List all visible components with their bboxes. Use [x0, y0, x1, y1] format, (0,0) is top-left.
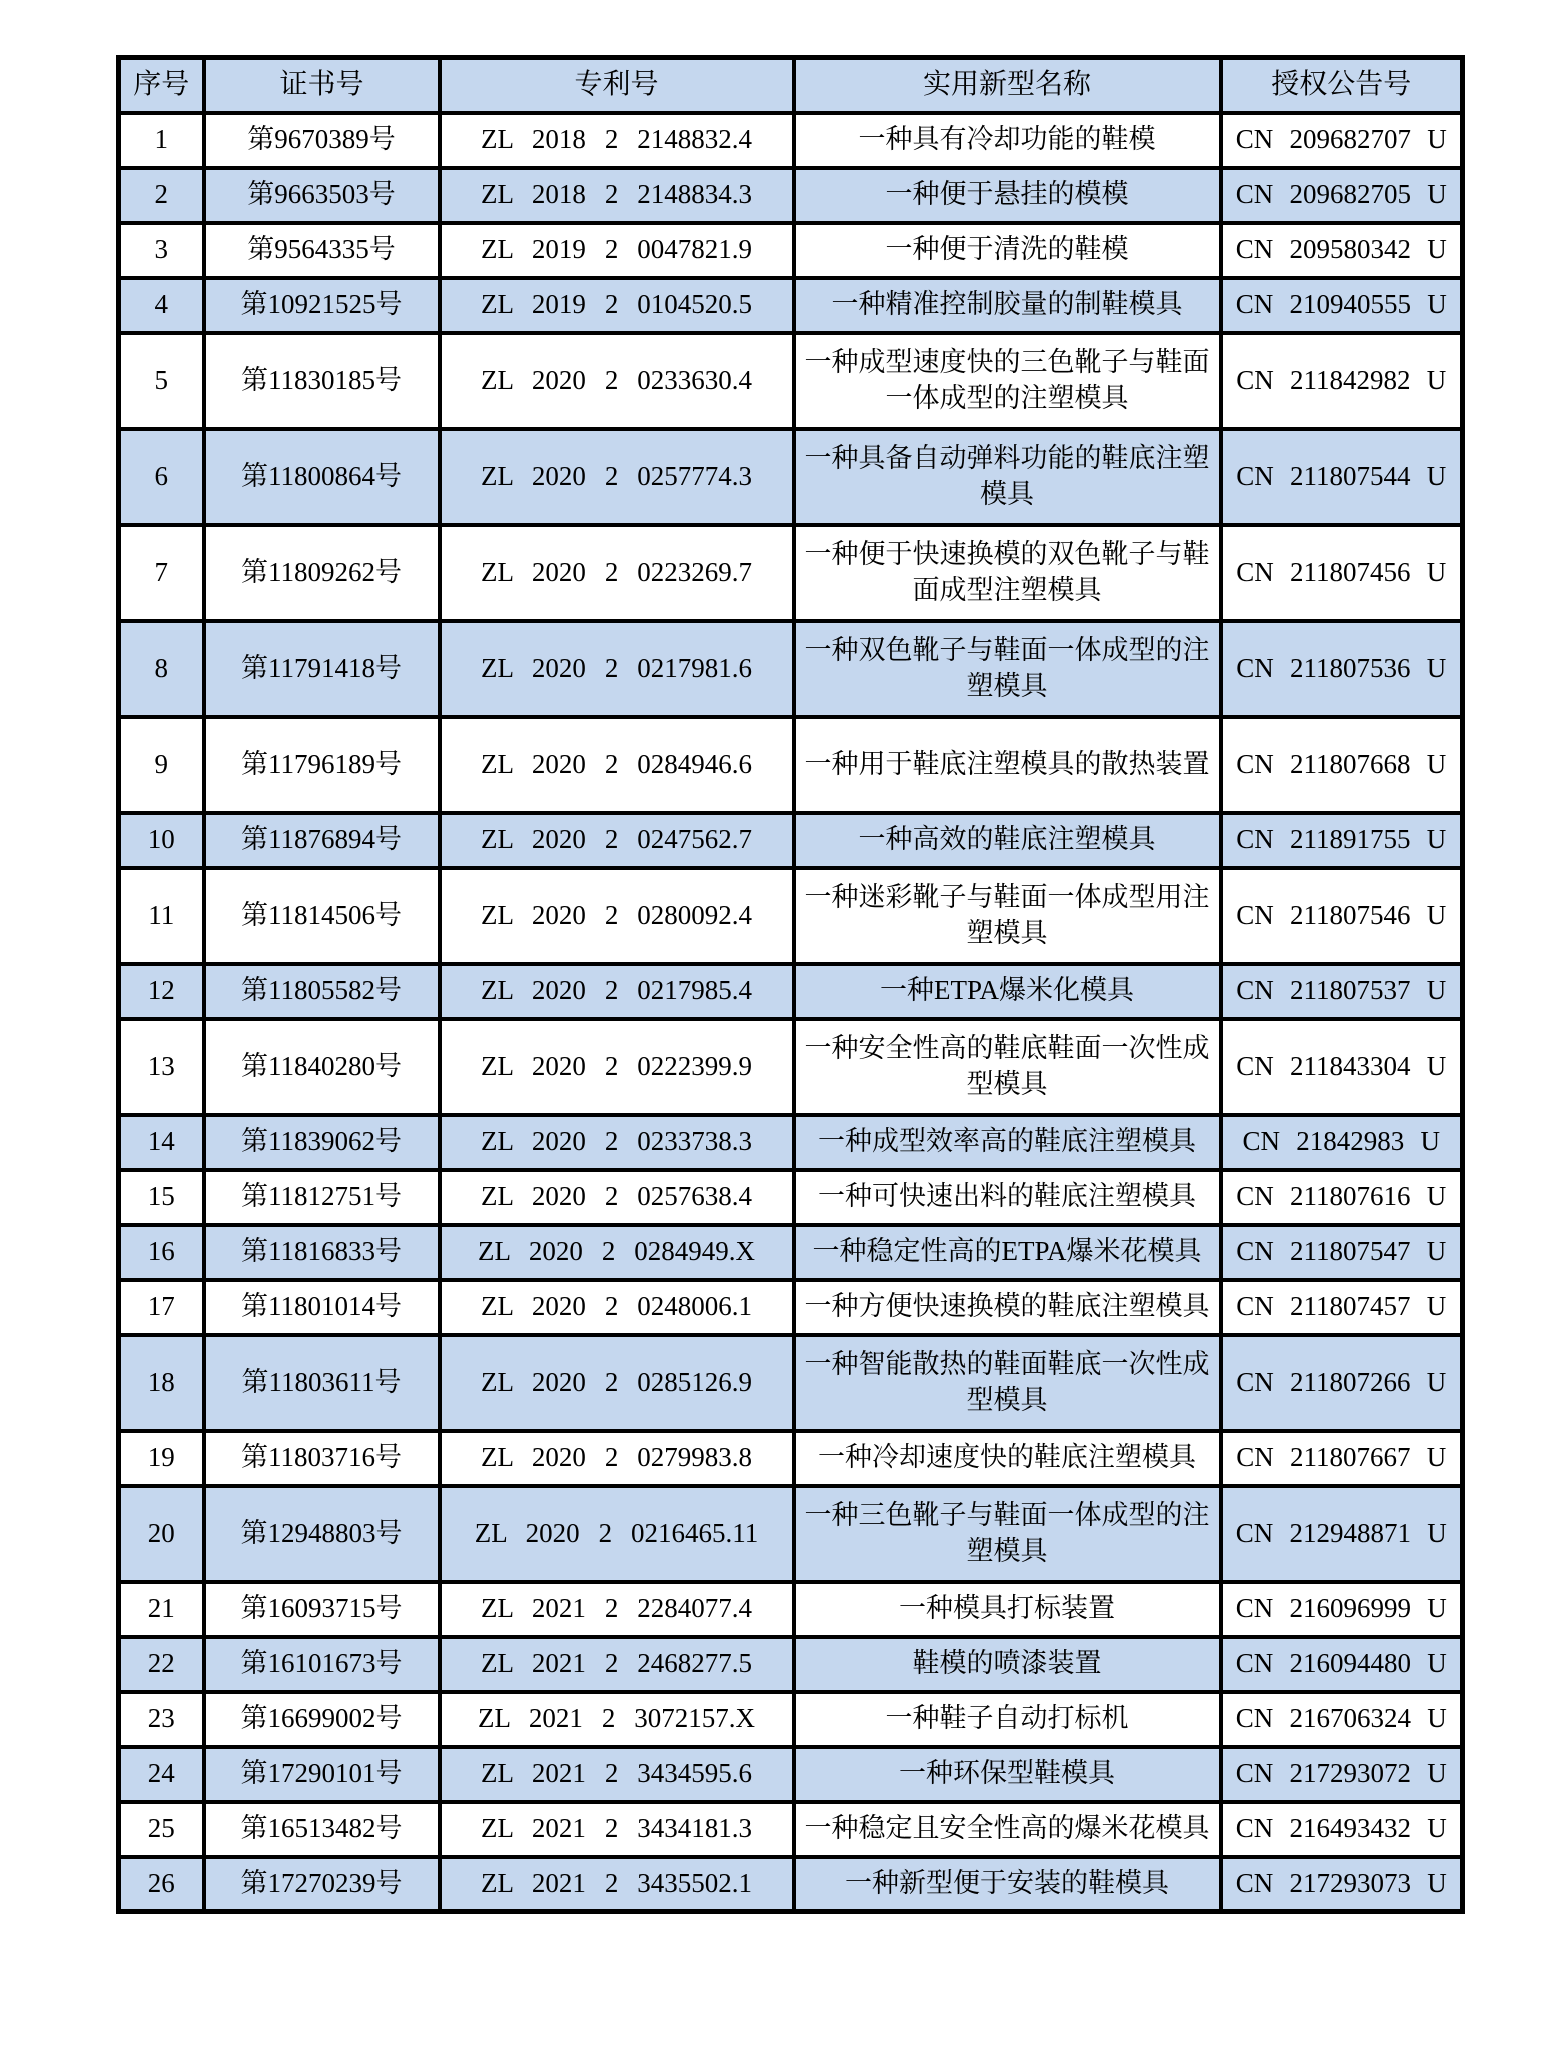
cell-patent-no: ZL 2021 2 3434181.3	[440, 1802, 794, 1857]
table-body	[119, 113, 1463, 1912]
cell-index: 18	[119, 1335, 204, 1431]
cell-utility-model-name: 一种稳定性高的ETPA爆米花模具	[794, 1225, 1221, 1280]
cell-utility-model-name: 一种ETPA爆米化模具	[794, 964, 1221, 1019]
cell-utility-model-name: 一种稳定且安全性高的爆米花模具	[794, 1802, 1221, 1857]
cell-utility-model-name: 一种便于悬挂的模模	[794, 168, 1221, 223]
cell-utility-model-name: 一种成型速度快的三色靴子与鞋面一体成型的注塑模具	[794, 333, 1221, 429]
cell-utility-model-name: 一种模具打标装置	[794, 1582, 1221, 1637]
table-row	[119, 1637, 1463, 1692]
table-row	[119, 168, 1463, 223]
cell-utility-model-name: 一种双色靴子与鞋面一体成型的注塑模具	[794, 621, 1221, 717]
table-row	[119, 1170, 1463, 1225]
cell-certificate-no: 第9564335号	[204, 223, 440, 278]
cell-utility-model-name: 一种环保型鞋模具	[794, 1747, 1221, 1802]
table-row	[119, 333, 1463, 429]
cell-certificate-no: 第11801014号	[204, 1280, 440, 1335]
cell-grant-publication-no: CN 21842983 U	[1221, 1115, 1463, 1170]
cell-index: 22	[119, 1637, 204, 1692]
cell-index: 26	[119, 1857, 204, 1912]
cell-certificate-no: 第11800864号	[204, 429, 440, 525]
cell-grant-publication-no: CN 209580342 U	[1221, 223, 1463, 278]
table-row	[119, 868, 1463, 964]
cell-certificate-no: 第16101673号	[204, 1637, 440, 1692]
cell-utility-model-name: 一种具有冷却功能的鞋模	[794, 113, 1221, 168]
cell-index: 10	[119, 813, 204, 868]
cell-grant-publication-no: CN 211807667 U	[1221, 1431, 1463, 1486]
cell-patent-no: ZL 2020 2 0257774.3	[440, 429, 794, 525]
cell-certificate-no: 第10921525号	[204, 278, 440, 333]
cell-grant-publication-no: CN 216706324 U	[1221, 1692, 1463, 1747]
cell-index: 24	[119, 1747, 204, 1802]
cell-grant-publication-no: CN 211807616 U	[1221, 1170, 1463, 1225]
header-row	[119, 58, 1463, 113]
cell-index: 11	[119, 868, 204, 964]
cell-index: 6	[119, 429, 204, 525]
cell-index: 23	[119, 1692, 204, 1747]
cell-grant-publication-no: CN 216096999 U	[1221, 1582, 1463, 1637]
cell-index: 17	[119, 1280, 204, 1335]
header-cell-grant-publication-no: 授权公告号	[1221, 58, 1463, 113]
cell-certificate-no: 第11805582号	[204, 964, 440, 1019]
cell-grant-publication-no: CN 217293072 U	[1221, 1747, 1463, 1802]
table-row	[119, 964, 1463, 1019]
cell-patent-no: ZL 2018 2 2148834.3	[440, 168, 794, 223]
table-row	[119, 1802, 1463, 1857]
cell-index: 13	[119, 1019, 204, 1115]
cell-grant-publication-no: CN 211807547 U	[1221, 1225, 1463, 1280]
cell-certificate-no: 第9663503号	[204, 168, 440, 223]
cell-utility-model-name: 一种便于快速换模的双色靴子与鞋面成型注塑模具	[794, 525, 1221, 621]
table-row	[119, 621, 1463, 717]
cell-grant-publication-no: CN 212948871 U	[1221, 1486, 1463, 1582]
cell-index: 21	[119, 1582, 204, 1637]
cell-patent-no: ZL 2020 2 0222399.9	[440, 1019, 794, 1115]
cell-grant-publication-no: CN 211807266 U	[1221, 1335, 1463, 1431]
cell-index: 8	[119, 621, 204, 717]
cell-utility-model-name: 一种高效的鞋底注塑模具	[794, 813, 1221, 868]
patent-table	[116, 55, 1465, 1914]
cell-grant-publication-no: CN 210940555 U	[1221, 278, 1463, 333]
table-row	[119, 1692, 1463, 1747]
cell-utility-model-name: 一种鞋子自动打标机	[794, 1692, 1221, 1747]
cell-index: 15	[119, 1170, 204, 1225]
cell-utility-model-name: 鞋模的喷漆装置	[794, 1637, 1221, 1692]
cell-certificate-no: 第16093715号	[204, 1582, 440, 1637]
cell-index: 25	[119, 1802, 204, 1857]
cell-patent-no: ZL 2020 2 0284946.6	[440, 717, 794, 813]
cell-grant-publication-no: CN 211807456 U	[1221, 525, 1463, 621]
table-row	[119, 278, 1463, 333]
table-row	[119, 429, 1463, 525]
cell-index: 7	[119, 525, 204, 621]
cell-certificate-no: 第17290101号	[204, 1747, 440, 1802]
cell-patent-no: ZL 2020 2 0216465.11	[440, 1486, 794, 1582]
cell-patent-no: ZL 2020 2 0217981.6	[440, 621, 794, 717]
table-row	[119, 1280, 1463, 1335]
table-row	[119, 525, 1463, 621]
cell-grant-publication-no: CN 211807668 U	[1221, 717, 1463, 813]
cell-utility-model-name: 一种具备自动弹料功能的鞋底注塑模具	[794, 429, 1221, 525]
cell-patent-no: ZL 2020 2 0247562.7	[440, 813, 794, 868]
header-cell-patent-no: 专利号	[440, 58, 794, 113]
cell-index: 19	[119, 1431, 204, 1486]
cell-grant-publication-no: CN 211807537 U	[1221, 964, 1463, 1019]
cell-certificate-no: 第11830185号	[204, 333, 440, 429]
cell-certificate-no: 第9670389号	[204, 113, 440, 168]
cell-patent-no: ZL 2021 2 2284077.4	[440, 1582, 794, 1637]
cell-patent-no: ZL 2019 2 0047821.9	[440, 223, 794, 278]
cell-index: 1	[119, 113, 204, 168]
cell-patent-no: ZL 2021 2 3072157.X	[440, 1692, 794, 1747]
table-row	[119, 1486, 1463, 1582]
cell-index: 20	[119, 1486, 204, 1582]
cell-utility-model-name: 一种新型便于安装的鞋模具	[794, 1857, 1221, 1912]
table-row	[119, 1747, 1463, 1802]
table-row	[119, 1225, 1463, 1280]
header-cell-utility-model-name: 实用新型名称	[794, 58, 1221, 113]
cell-certificate-no: 第11876894号	[204, 813, 440, 868]
cell-certificate-no: 第11803716号	[204, 1431, 440, 1486]
cell-utility-model-name: 一种精准控制胶量的制鞋模具	[794, 278, 1221, 333]
cell-certificate-no: 第11816833号	[204, 1225, 440, 1280]
cell-utility-model-name: 一种迷彩靴子与鞋面一体成型用注塑模具	[794, 868, 1221, 964]
cell-certificate-no: 第11809262号	[204, 525, 440, 621]
cell-certificate-no: 第16699002号	[204, 1692, 440, 1747]
header-cell-index: 序号	[119, 58, 204, 113]
cell-patent-no: ZL 2018 2 2148832.4	[440, 113, 794, 168]
cell-patent-no: ZL 2020 2 0217985.4	[440, 964, 794, 1019]
cell-grant-publication-no: CN 211807536 U	[1221, 621, 1463, 717]
table-row	[119, 1431, 1463, 1486]
cell-grant-publication-no: CN 216493432 U	[1221, 1802, 1463, 1857]
cell-grant-publication-no: CN 211891755 U	[1221, 813, 1463, 868]
cell-index: 5	[119, 333, 204, 429]
cell-grant-publication-no: CN 211807546 U	[1221, 868, 1463, 964]
cell-grant-publication-no: CN 217293073 U	[1221, 1857, 1463, 1912]
cell-certificate-no: 第11840280号	[204, 1019, 440, 1115]
header-cell-certificate-no: 证书号	[204, 58, 440, 113]
cell-certificate-no: 第11814506号	[204, 868, 440, 964]
cell-utility-model-name: 一种安全性高的鞋底鞋面一次性成型模具	[794, 1019, 1221, 1115]
cell-certificate-no: 第11812751号	[204, 1170, 440, 1225]
cell-index: 12	[119, 964, 204, 1019]
cell-grant-publication-no: CN 209682705 U	[1221, 168, 1463, 223]
cell-index: 9	[119, 717, 204, 813]
cell-utility-model-name: 一种三色靴子与鞋面一体成型的注塑模具	[794, 1486, 1221, 1582]
cell-certificate-no: 第12948803号	[204, 1486, 440, 1582]
cell-certificate-no: 第11839062号	[204, 1115, 440, 1170]
cell-grant-publication-no: CN 211807544 U	[1221, 429, 1463, 525]
table-row	[119, 717, 1463, 813]
cell-utility-model-name: 一种方便快速换模的鞋底注塑模具	[794, 1280, 1221, 1335]
table-row	[119, 813, 1463, 868]
cell-grant-publication-no: CN 211807457 U	[1221, 1280, 1463, 1335]
cell-utility-model-name: 一种可快速出料的鞋底注塑模具	[794, 1170, 1221, 1225]
cell-utility-model-name: 一种成型效率高的鞋底注塑模具	[794, 1115, 1221, 1170]
cell-grant-publication-no: CN 216094480 U	[1221, 1637, 1463, 1692]
cell-patent-no: ZL 2021 2 3434595.6	[440, 1747, 794, 1802]
cell-certificate-no: 第11796189号	[204, 717, 440, 813]
table-row	[119, 1019, 1463, 1115]
cell-patent-no: ZL 2021 2 3435502.1	[440, 1857, 794, 1912]
table-row	[119, 1115, 1463, 1170]
cell-patent-no: ZL 2021 2 2468277.5	[440, 1637, 794, 1692]
cell-certificate-no: 第17270239号	[204, 1857, 440, 1912]
table-row	[119, 1857, 1463, 1912]
cell-patent-no: ZL 2020 2 0285126.9	[440, 1335, 794, 1431]
table-row	[119, 1582, 1463, 1637]
cell-patent-no: ZL 2020 2 0279983.8	[440, 1431, 794, 1486]
cell-patent-no: ZL 2020 2 0257638.4	[440, 1170, 794, 1225]
cell-patent-no: ZL 2020 2 0280092.4	[440, 868, 794, 964]
cell-index: 2	[119, 168, 204, 223]
cell-grant-publication-no: CN 211843304 U	[1221, 1019, 1463, 1115]
cell-patent-no: ZL 2020 2 0233630.4	[440, 333, 794, 429]
cell-index: 4	[119, 278, 204, 333]
cell-utility-model-name: 一种智能散热的鞋面鞋底一次性成型模具	[794, 1335, 1221, 1431]
table-row	[119, 223, 1463, 278]
cell-utility-model-name: 一种冷却速度快的鞋底注塑模具	[794, 1431, 1221, 1486]
cell-patent-no: ZL 2020 2 0284949.X	[440, 1225, 794, 1280]
cell-patent-no: ZL 2020 2 0248006.1	[440, 1280, 794, 1335]
cell-grant-publication-no: CN 209682707 U	[1221, 113, 1463, 168]
cell-index: 3	[119, 223, 204, 278]
cell-utility-model-name: 一种便于清洗的鞋模	[794, 223, 1221, 278]
cell-certificate-no: 第11791418号	[204, 621, 440, 717]
table-row	[119, 113, 1463, 168]
cell-patent-no: ZL 2019 2 0104520.5	[440, 278, 794, 333]
cell-patent-no: ZL 2020 2 0223269.7	[440, 525, 794, 621]
cell-certificate-no: 第16513482号	[204, 1802, 440, 1857]
table-row	[119, 1335, 1463, 1431]
cell-index: 14	[119, 1115, 204, 1170]
cell-certificate-no: 第11803611号	[204, 1335, 440, 1431]
cell-grant-publication-no: CN 211842982 U	[1221, 333, 1463, 429]
cell-patent-no: ZL 2020 2 0233738.3	[440, 1115, 794, 1170]
cell-utility-model-name: 一种用于鞋底注塑模具的散热装置	[794, 717, 1221, 813]
cell-index: 16	[119, 1225, 204, 1280]
